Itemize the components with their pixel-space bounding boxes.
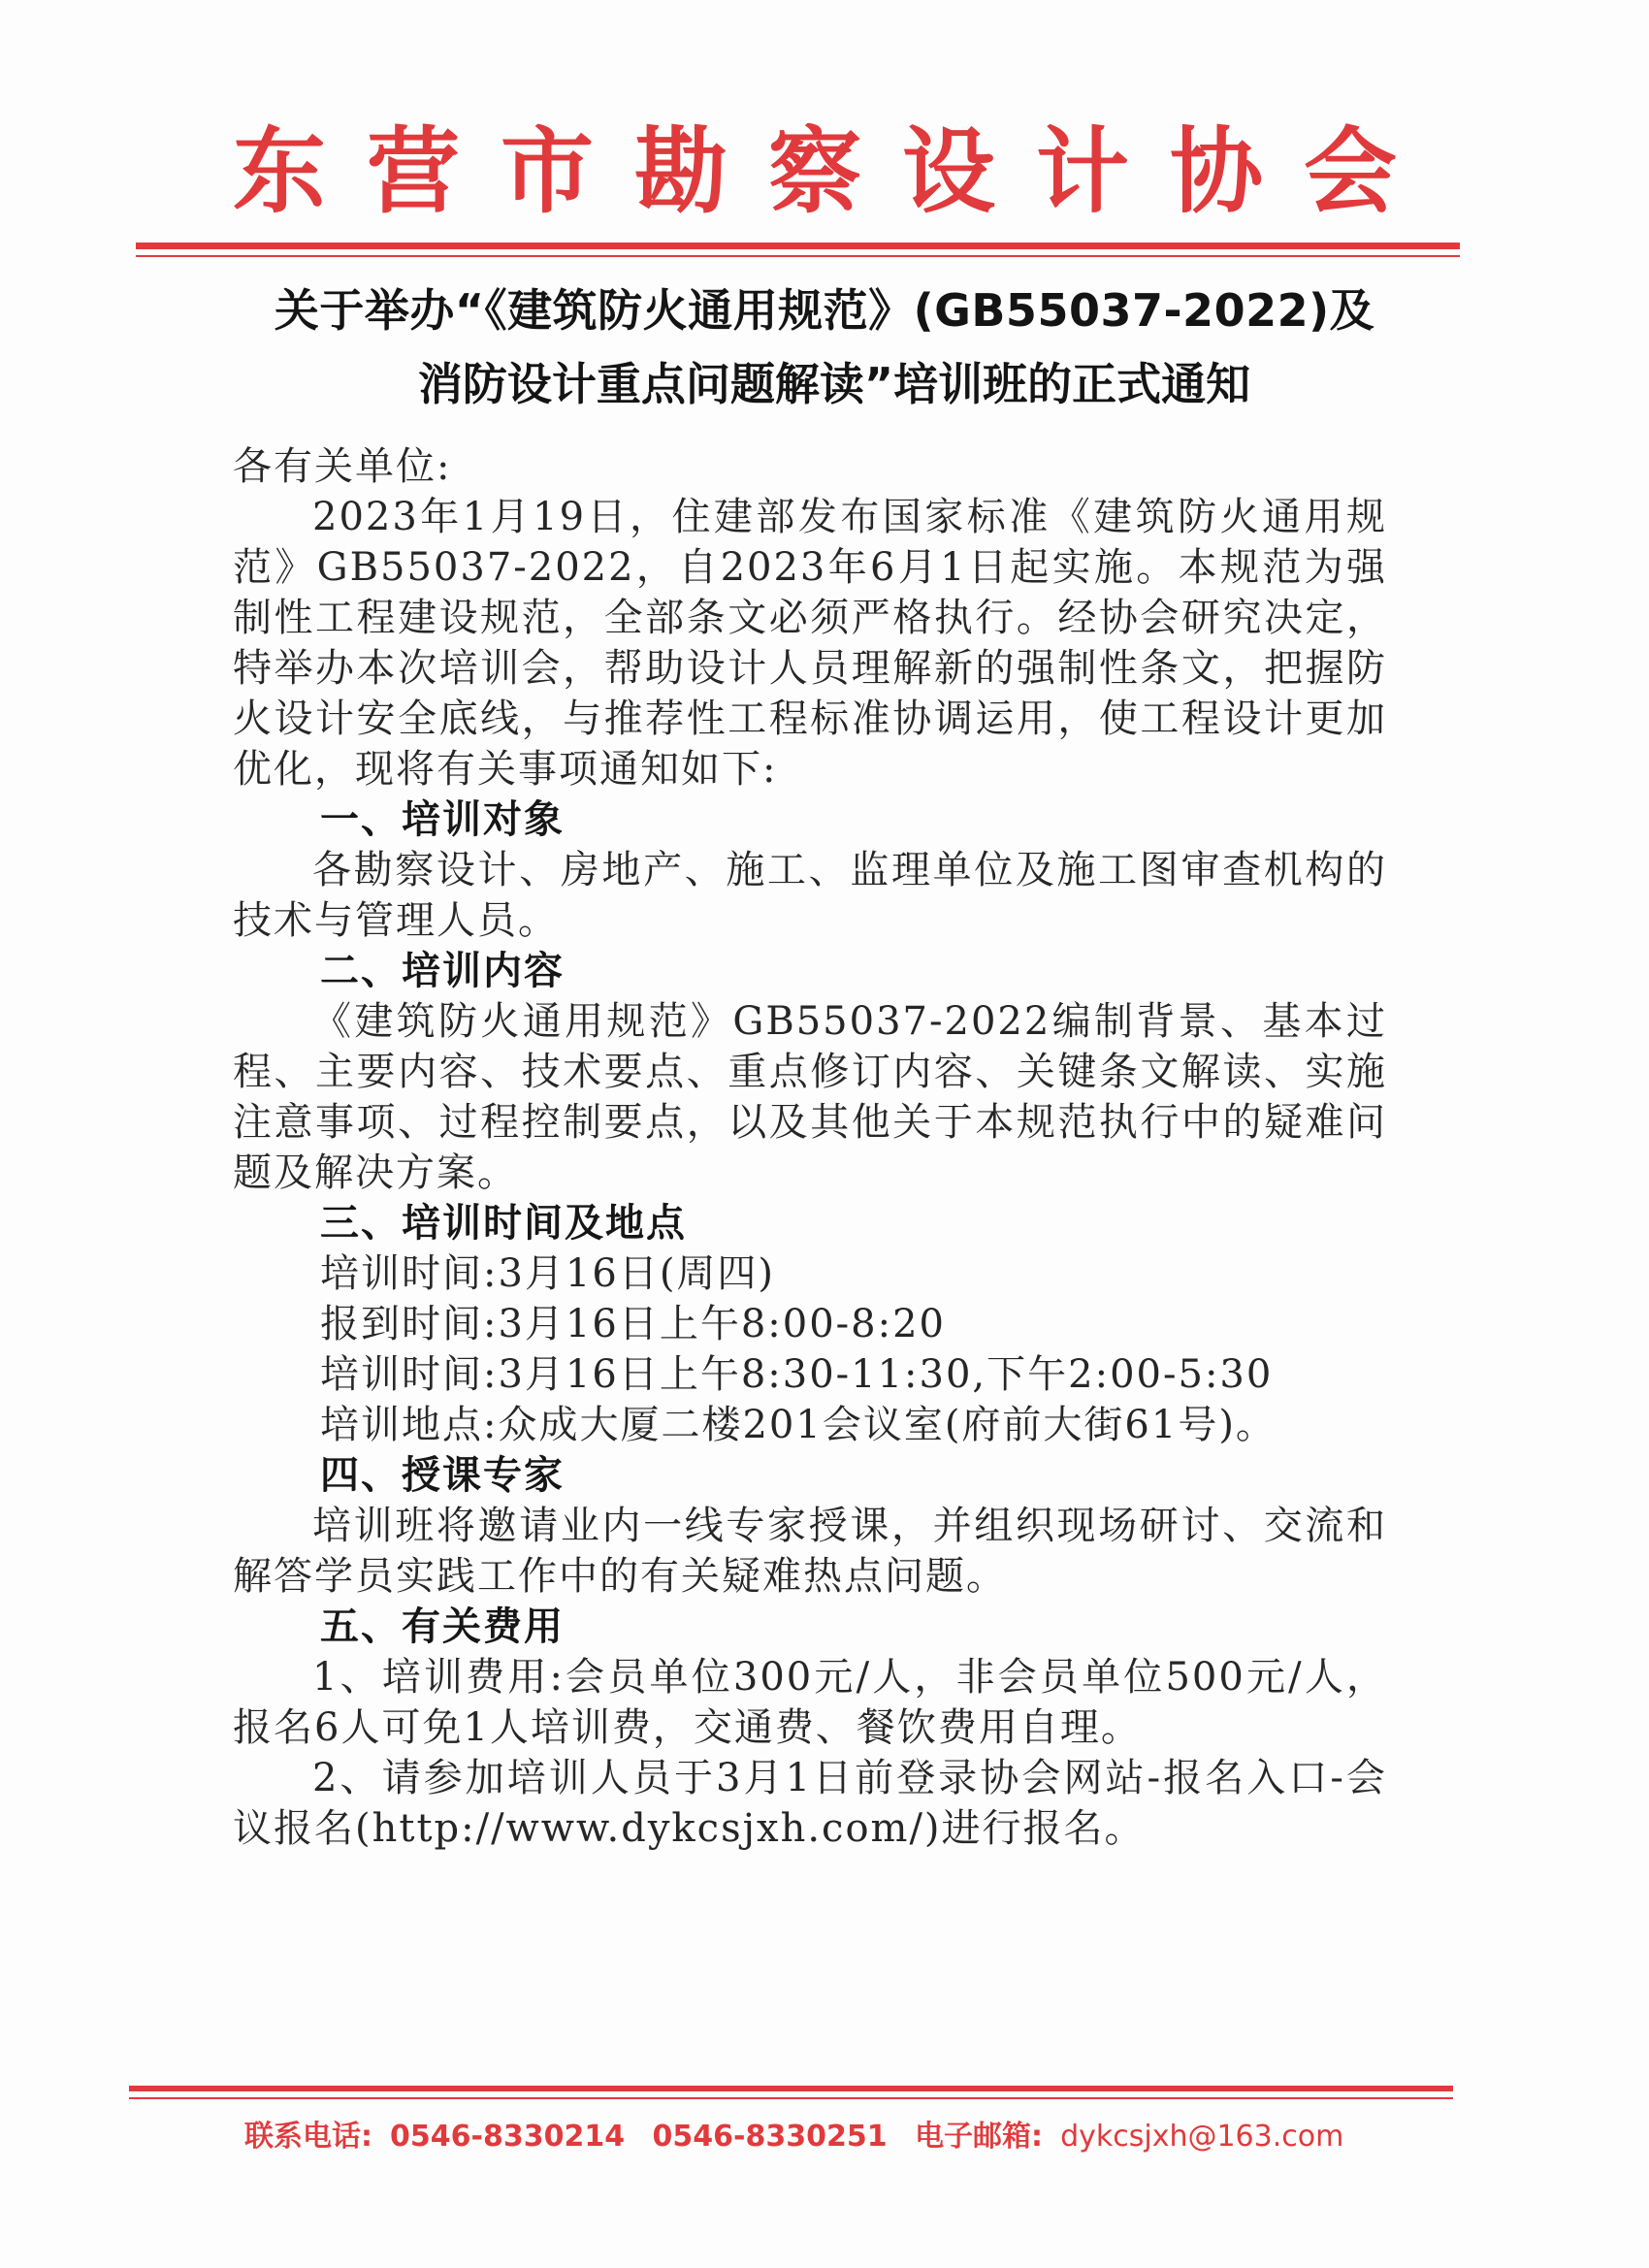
section-paragraph-experts: 培训班将邀请业内一线专家授课，并组织现场研讨、交流和解答学员实践工作中的有关疑难热点问题。 [233,1504,1387,1599]
org-name-header: 东营市勘察设计协会 [233,116,1438,226]
email-label: 电子邮箱: [915,2120,1044,2154]
section-paragraph-fees-1: 1、培训费用:会员单位300元/人，非会员单位500元/人，报名6人可免1人培训费，交通费、餐饮费用自理。 [233,1655,1387,1750]
header-rule-thick [136,243,1460,249]
notice-title-line-1: 关于举办“《建筑防火通用规范》(GB55037-2022)及 [274,284,1375,337]
salutation: 各有关单位: [233,444,452,489]
email-address: dykcsjxh@163.com [1060,2120,1344,2154]
notice-body [233,441,1387,1854]
intro-paragraph: 2023年1月19日，住建部发布国家标准《建筑防火通用规范》GB55037-2022，自2023年6月1日起实施。本规范为强制性工程建设规范，全部条文必须严格执行。经协会研究决定，特举办本次培训会，帮助设计人员理解新的强制性条文，把握防火设计安全底线，与推荐性工程标准协调运用，使工程设计更加优化，现将有关事项通知如下: [233,495,1387,792]
section-heading-fees: 五、有关费用 [320,1604,565,1649]
contact-footer [244,2113,1457,2161]
section-heading-time-place: 三、培训时间及地点 [320,1201,687,1246]
section-heading-experts: 四、授课专家 [320,1453,565,1498]
section-paragraph-fees-2: 2、请参加培训人员于3月1日前登录协会网站-报名入口-会议报名(http://www.dykcsjxh.com/)进行报名。 [233,1756,1387,1851]
schedule-line-location: 培训地点:众成大厦二楼201会议室(府前大街61号)。 [320,1403,1277,1447]
notice-title-line-2: 消防设计重点问题解读”培训班的正式通知 [417,358,1251,410]
phone-number-1: 0546-8330214 [390,2120,626,2154]
section-paragraph-audience: 各勘察设计、房地产、施工、监理单位及施工图审查机构的技术与管理人员。 [233,848,1387,943]
section-paragraph-content: 《建筑防火通用规范》GB55037-2022编制背景、基本过程、主要内容、技术要点、重点修订内容、关键条文解读、实施注意事项、过程控制要点，以及其他关于本规范执行中的疑难问题及解决方案。 [233,999,1387,1195]
header-rule-thin [136,255,1460,257]
section-heading-audience: 一、培训对象 [320,797,565,842]
footer-rule-thin [129,2097,1453,2099]
schedule-line-training-date: 培训时间:3月16日(周四) [320,1251,776,1296]
phone-number-2: 0546-8330251 [652,2120,888,2154]
schedule-line-training-hours: 培训时间:3月16日上午8:30-11:30,下午2:00-5:30 [320,1352,1274,1397]
schedule-line-checkin: 报到时间:3月16日上午8:00-8:20 [320,1302,946,1346]
footer-rule-thick [129,2086,1453,2091]
phone-label: 联系电话: [244,2120,372,2154]
section-heading-content: 二、培训内容 [320,949,565,993]
notice-title [146,274,1504,421]
